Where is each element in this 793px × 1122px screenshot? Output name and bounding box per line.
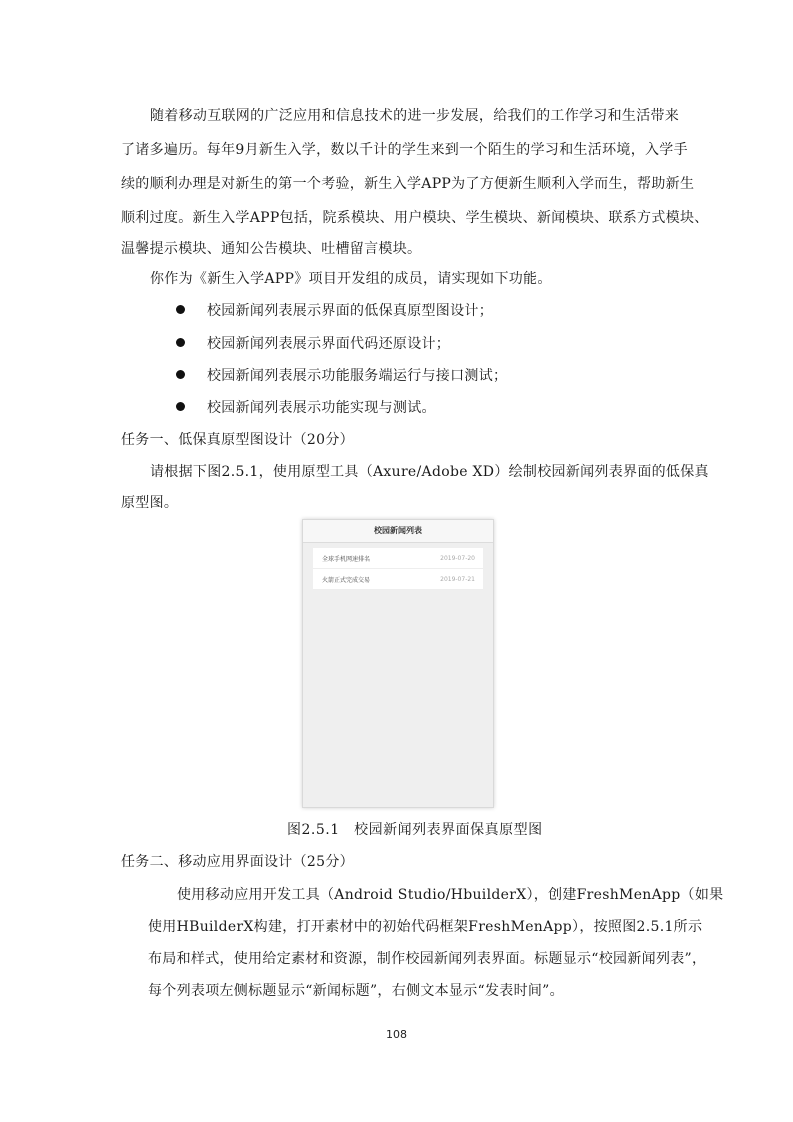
bullet-item <box>176 399 436 417</box>
intro-line-3: 续的顺利办理是对新生的第一个考验，新生入学APP为了方便新生顺利入学而生，帮助新生 <box>121 176 695 192</box>
prototype-figure <box>302 519 494 808</box>
task2-heading: 任务二、移动应用界面设计（25分） <box>121 854 354 870</box>
bullet-text: 校园新闻列表展示界面的低保真原型图设计； <box>207 303 493 319</box>
bullet-item <box>176 335 450 353</box>
news-list <box>313 548 483 590</box>
bullet-icon <box>176 305 185 314</box>
bullet-item <box>176 367 507 385</box>
figure-caption: 图2.5.1 校园新闻列表界面保真原型图 <box>287 822 543 838</box>
news-title: 全球手机网速排名 <box>322 555 371 563</box>
task2-line-3: 布局和样式，使用给定素材和资源，制作校园新闻列表界面。标题显示“校园新闻列表”， <box>148 951 707 967</box>
task2-line-1: 使用移动应用开发工具（Android Studio/HbuilderX），创建FreshMenApp（如果 <box>177 887 724 903</box>
intro-line-1: 随着移动互联网的广泛应用和信息技术的进一步发展，给我们的工作学习和生活带来 <box>150 108 680 124</box>
bullet-icon <box>176 338 185 347</box>
bullet-icon <box>176 370 185 379</box>
task1-line-2: 原型图。 <box>121 495 179 511</box>
screen-title: 校园新闻列表 <box>303 520 493 543</box>
task1-line-1: 请根据下图2.5.1，使用原型工具（Axure/Adobe XD）绘制校园新闻列表界面的低保真 <box>150 464 709 480</box>
bullet-item <box>176 302 493 320</box>
intro-line-4: 顺利过度。新生入学APP包括，院系模块、用户模块、学生模块、新闻模块、联系方式模块、 <box>121 210 709 226</box>
task2-line-2: 使用HBuilderX构建，打开素材中的初始代码框架FreshMenApp），按照图2.5.1所示 <box>148 919 703 935</box>
bullet-text: 校园新闻列表展示界面代码还原设计； <box>207 336 451 352</box>
bullet-text: 校园新闻列表展示功能实现与测试。 <box>207 400 436 416</box>
intro-line-2: 了诸多遍历。每年9月新生入学，数以千计的学生来到一个陌生的学习和生活环境，入学手 <box>121 142 688 158</box>
role-line: 你作为《新生入学APP》项目开发组的成员，请实现如下功能。 <box>150 271 552 287</box>
task2-line-4: 每个列表项左侧标题显示“新闻标题”，右侧文本显示“发表时间”。 <box>148 983 564 999</box>
intro-line-5: 温馨提示模块、通知公告模块、吐槽留言模块。 <box>121 241 422 257</box>
news-list-item <box>313 548 483 569</box>
news-title: 火箭正式完成交易 <box>322 576 371 584</box>
news-date: 2019-07-20 <box>440 554 475 562</box>
news-date: 2019-07-21 <box>440 575 475 583</box>
bullet-text: 校园新闻列表展示功能服务端运行与接口测试； <box>207 368 508 384</box>
task1-heading: 任务一、低保真原型图设计（20分） <box>121 432 354 448</box>
news-list-item <box>313 569 483 590</box>
bullet-icon <box>176 402 185 411</box>
page-number: 108 <box>386 1028 407 1041</box>
